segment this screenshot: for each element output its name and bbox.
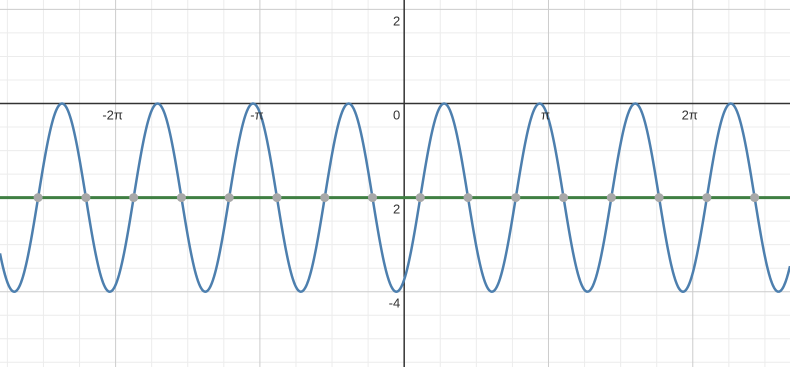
y-tick-label: 2 (392, 201, 401, 217)
intersection-point[interactable] (368, 193, 377, 202)
intersection-point[interactable] (34, 193, 43, 202)
y-tick-label: 2 (392, 13, 401, 29)
x-tick-label: -π (250, 107, 264, 123)
intersection-point[interactable] (559, 193, 568, 202)
intersection-point[interactable] (702, 193, 711, 202)
intersection-point[interactable] (129, 193, 138, 202)
intersection-point[interactable] (655, 193, 664, 202)
intersection-point[interactable] (511, 193, 520, 202)
intersection-point[interactable] (225, 193, 234, 202)
y-tick-label: -4 (388, 295, 401, 311)
intersection-point[interactable] (464, 193, 473, 202)
y-tick-label: 0 (392, 107, 401, 123)
intersection-point[interactable] (607, 193, 616, 202)
intersection-point[interactable] (750, 193, 759, 202)
x-tick-label: π (540, 107, 550, 123)
intersection-point[interactable] (320, 193, 329, 202)
intersection-point[interactable] (177, 193, 186, 202)
intersection-point[interactable] (272, 193, 281, 202)
intersection-point[interactable] (416, 193, 425, 202)
x-tick-label: 2π (681, 107, 698, 123)
intersection-point[interactable] (81, 193, 90, 202)
x-tick-label: -2π (102, 107, 123, 123)
